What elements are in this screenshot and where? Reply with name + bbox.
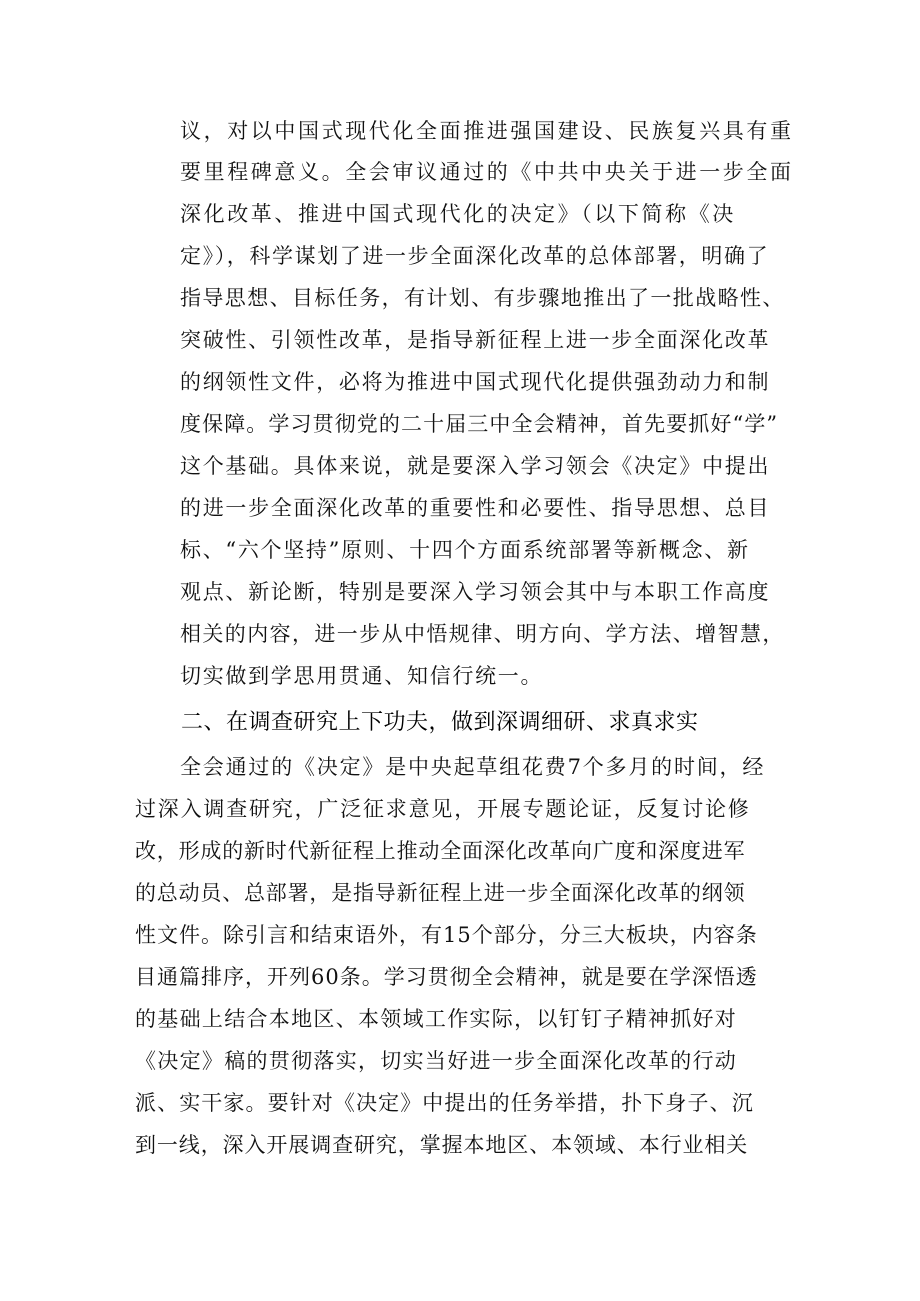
paragraph-line: 的进一步全面深化改革的重要性和必要性、指导思想、总目 <box>180 496 771 520</box>
paragraph-line: 突破性、引领性改革，是指导新征程上进一步全面深化改革 <box>180 328 771 352</box>
paragraph-line: 这个基础。具体来说，就是要深入学习领会《决定》中提出 <box>180 454 771 478</box>
paragraph-line: 全会通过的《决定》是中央起草组花费7个多月的时间，经 <box>180 755 766 779</box>
paragraph-line: 度保障。学习贯彻党的二十届三中全会精神，首先要抓好“学” <box>180 412 779 436</box>
paragraph-line: 议，对以中国式现代化全面推进强国建设、民族复兴具有重 <box>180 119 794 143</box>
paragraph-line: 派、实干家。要针对《决定》中提出的任务举措，扑下身子、沉 <box>135 1091 754 1115</box>
paragraph-line: 性文件。除引言和结束语外，有15个部分，分三大板块，内容条 <box>135 923 758 947</box>
section-heading: 二、在调查研究上下功夫，做到深调细研、求真求实 <box>181 710 699 735</box>
paragraph-line: 定》），科学谋划了进一步全面深化改革的总体部署，明确了 <box>180 244 770 268</box>
paragraph-line: 的纲领性文件，必将为推进中国式现代化提供强劲动力和制 <box>180 370 771 394</box>
paragraph-line: 到一线，深入开展调查研究，掌握本地区、本领域、本行业相关 <box>135 1133 749 1157</box>
paragraph-line: 的总动员、总部署，是指导新征程上进一步全面深化改革的纲领 <box>135 881 746 905</box>
paragraph-line: 的基础上结合本地区、本领域工作实际，以钉钉子精神抓好对 <box>135 1007 738 1031</box>
paragraph-line: 相关的内容，进一步从中悟规律、明方向、学方法、增智慧， <box>180 622 785 646</box>
paragraph-line: 观点、新论断，特别是要深入学习领会其中与本职工作高度 <box>180 580 771 604</box>
paragraph-line: 深化改革、推进中国式现代化的决定》（以下简称《决 <box>180 202 736 226</box>
paragraph-line: 目通篇排序，开列60条。学习贯彻全会精神，就是要在学深悟透 <box>135 965 758 989</box>
paragraph-line: 《决定》稿的贯彻落实，切实当好进一步全面深化改革的行动 <box>135 1049 738 1073</box>
paragraph-line: 改，形成的新时代新征程上推动全面深化改革向广度和深度进军 <box>135 839 746 863</box>
paragraph-line: 过深入调查研究，广泛征求意见，开展专题论证，反复讨论修 <box>135 797 751 821</box>
paragraph-line: 切实做到学思用贯通、知信行统一。 <box>180 664 544 688</box>
paragraph-line: 要里程碑意义。全会审议通过的《中共中央关于进一步全面 <box>180 160 794 184</box>
paragraph-line: 标、“六个坚持”原则、十四个方面系统部署等新概念、新 <box>180 538 750 562</box>
paragraph-line: 指导思想、目标任务，有计划、有步骤地推出了一批战略性、 <box>180 286 785 310</box>
